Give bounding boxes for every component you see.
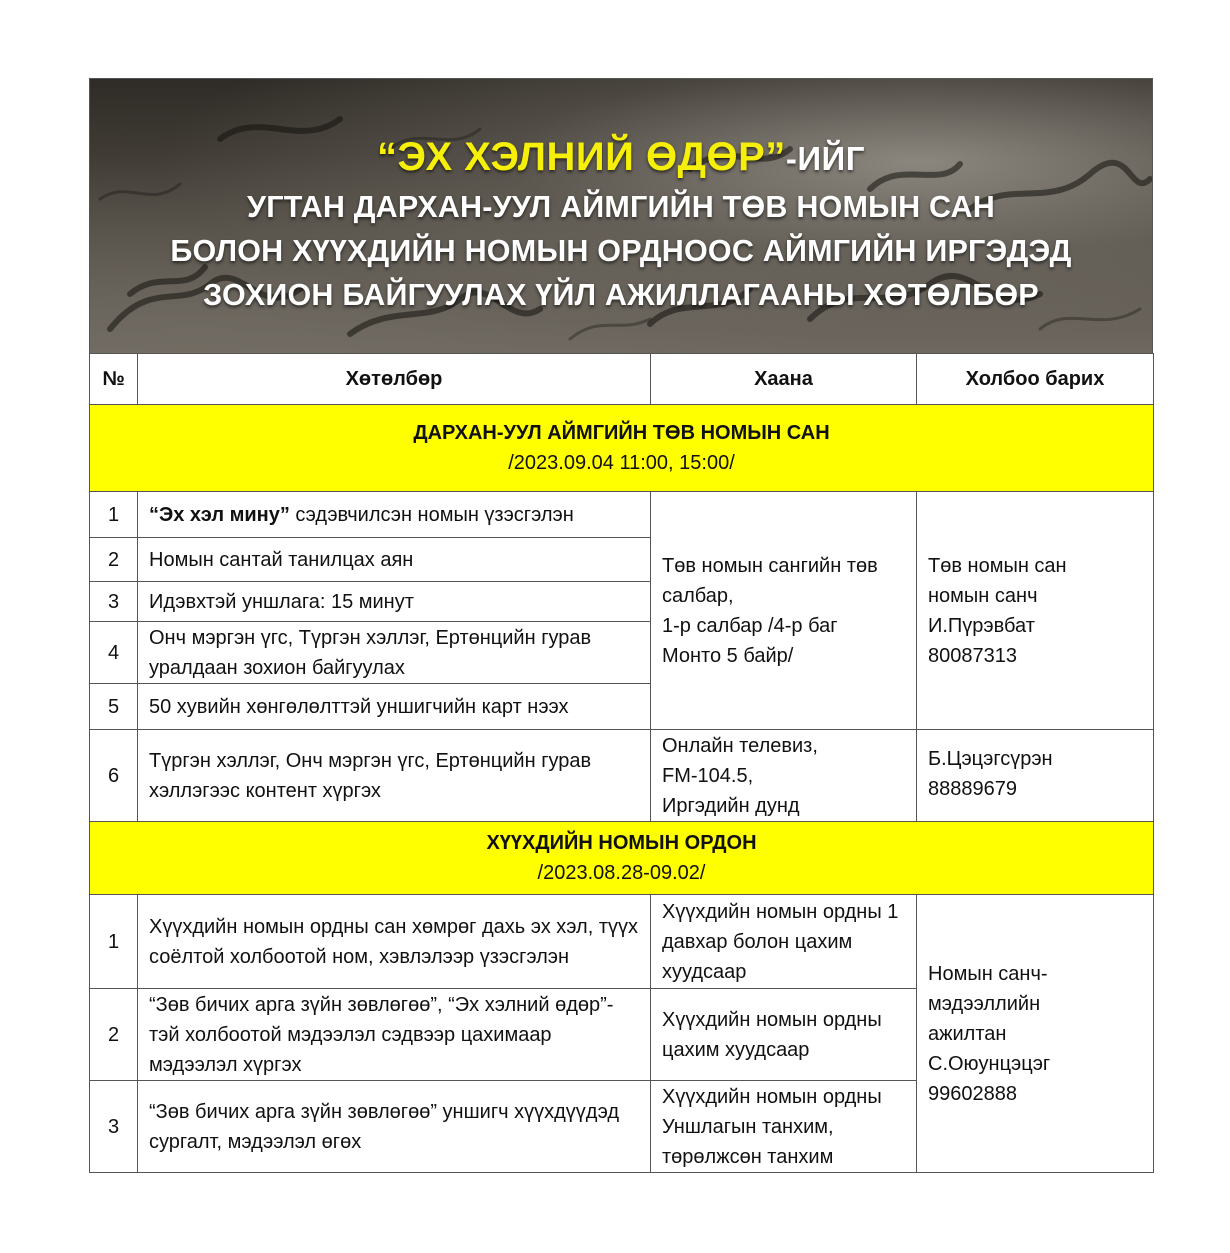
where-line: Онлайн телевиз, bbox=[662, 734, 818, 757]
table-row bbox=[90, 492, 1154, 538]
banner-titles bbox=[90, 131, 1152, 317]
header-num: № bbox=[90, 354, 138, 405]
row-where: Хүүхдийн номын ордны цахим хуудсаар bbox=[651, 989, 917, 1081]
banner-title-highlight: “ЭХ ХЭЛНИЙ ӨДӨР” bbox=[377, 135, 786, 179]
contact-line: мэдээллийн bbox=[928, 992, 1041, 1015]
row-program: “Зөв бичих арга зүйн зөвлөгөө”, “Эх хэлний өдөр”-тэй холбоотой мэдээлэл сэдвээр цахимаар мэдээлэл хүргэх bbox=[138, 989, 651, 1081]
row-number: 1 bbox=[90, 895, 138, 989]
contact-line: ажилтан bbox=[928, 1022, 1007, 1045]
banner-line-3: ЗОХИОН БАЙГУУЛАХ ҮЙЛ АЖИЛЛАГААНЫ ХӨТӨЛБӨР bbox=[203, 278, 1039, 312]
banner-title bbox=[90, 131, 1152, 185]
row-number: 2 bbox=[90, 538, 138, 582]
row-number: 1 bbox=[90, 492, 138, 538]
program-table bbox=[89, 353, 1154, 1173]
contact-line: И.Пүрэвбат bbox=[928, 614, 1035, 637]
row-number: 3 bbox=[90, 1081, 138, 1173]
where-line: Иргэдийн дунд bbox=[662, 794, 800, 817]
row-program: Онч мэргэн үгс, Түргэн хэллэг, Ертөнцийн гурав уралдаан зохион байгуулах bbox=[138, 622, 651, 684]
section-row-children-library bbox=[90, 822, 1154, 895]
section-date: /2023.08.28-09.02/ bbox=[537, 862, 706, 884]
row-program: Номын сантай танилцах аян bbox=[138, 538, 651, 582]
contact-line: 88889679 bbox=[928, 778, 1017, 800]
section-title: ХҮҮХДИЙН НОМЫН ОРДОН bbox=[486, 832, 757, 854]
banner-line-1: УГТАН ДАРХАН-УУЛ АЙМГИЙН ТӨВ НОМЫН САН bbox=[247, 190, 995, 224]
where-line: Монто 5 байр/ bbox=[662, 644, 794, 667]
row-program: Идэвхтэй уншлага: 15 минут bbox=[138, 582, 651, 622]
where-row6 bbox=[651, 730, 917, 822]
row-number: 6 bbox=[90, 730, 138, 822]
row-number: 2 bbox=[90, 989, 138, 1081]
row-where: Хүүхдийн номын ордны 1 давхар болон цахим хуудсаар bbox=[651, 895, 917, 989]
program-sheet bbox=[89, 78, 1153, 1173]
row-program bbox=[138, 492, 651, 538]
row-program: Түргэн хэллэг, Онч мэргэн үгс, Ертөнцийн гурав хэллэгээс контент хүргэх bbox=[138, 730, 651, 822]
contact-line: Төв номын сан bbox=[928, 554, 1067, 577]
row-number: 4 bbox=[90, 622, 138, 684]
header-program: Хөтөлбөр bbox=[138, 354, 651, 405]
where-group-central bbox=[651, 492, 917, 730]
where-line: 1-р салбар /4-р баг bbox=[662, 614, 838, 637]
table-header-row bbox=[90, 354, 1154, 405]
section-title: ДАРХАН-УУЛ АЙМГИЙН ТӨВ НОМЫН САН bbox=[413, 422, 830, 444]
row-program-bold: “Эх хэл мину” bbox=[149, 503, 290, 526]
where-line: FM-104.5, bbox=[662, 764, 754, 787]
row-where: Хүүхдийн номын ордны Уншлагын танхим, төрөлжсөн танхим bbox=[651, 1081, 917, 1173]
row-program: Хүүхдийн номын ордны сан хөмрөг дахь эх хэл, түүх соёлтой холбоотой ном, хэвлэлээр үзэсгэлэн bbox=[138, 895, 651, 989]
contact-line: номын санч bbox=[928, 584, 1038, 607]
where-line: Төв номын сангийн төв bbox=[662, 554, 878, 577]
row-program-rest: сэдэвчилсэн номын үзэсгэлэн bbox=[289, 503, 574, 526]
row-number: 3 bbox=[90, 582, 138, 622]
contact-line: Б.Цэцэгсүрэн bbox=[928, 748, 1053, 770]
contact-row6 bbox=[917, 730, 1154, 822]
header-contact: Холбоо барих bbox=[917, 354, 1154, 405]
contact-line: Номын санч- bbox=[928, 962, 1048, 985]
row-program: “Зөв бичих арга зүйн зөвлөгөө” уншигч хүүхдүүдэд сургалт, мэдээлэл өгөх bbox=[138, 1081, 651, 1173]
contact-line: 80087313 bbox=[928, 644, 1017, 667]
section-date: /2023.09.04 11:00, 15:00/ bbox=[508, 452, 735, 474]
table-row bbox=[90, 895, 1154, 989]
row-number: 5 bbox=[90, 684, 138, 730]
banner-title-suffix: -ИЙГ bbox=[785, 140, 865, 177]
header-where: Хаана bbox=[651, 354, 917, 405]
where-line: салбар, bbox=[662, 584, 734, 607]
banner-line-2: БОЛОН ХҮҮХДИЙН НОМЫН ОРДНООС АЙМГИЙН ИРГЭДЭД bbox=[170, 234, 1072, 268]
contact-group-children bbox=[917, 895, 1154, 1173]
row-program: 50 хувийн хөнгөлөлттэй уншигчийн карт нээх bbox=[138, 684, 651, 730]
contact-group-central bbox=[917, 492, 1154, 730]
contact-line: С.Оюунцэцэг bbox=[928, 1052, 1051, 1075]
contact-line: 99602888 bbox=[928, 1082, 1017, 1105]
table-row bbox=[90, 730, 1154, 822]
section-row-central-library bbox=[90, 405, 1154, 492]
header-banner bbox=[89, 78, 1153, 353]
